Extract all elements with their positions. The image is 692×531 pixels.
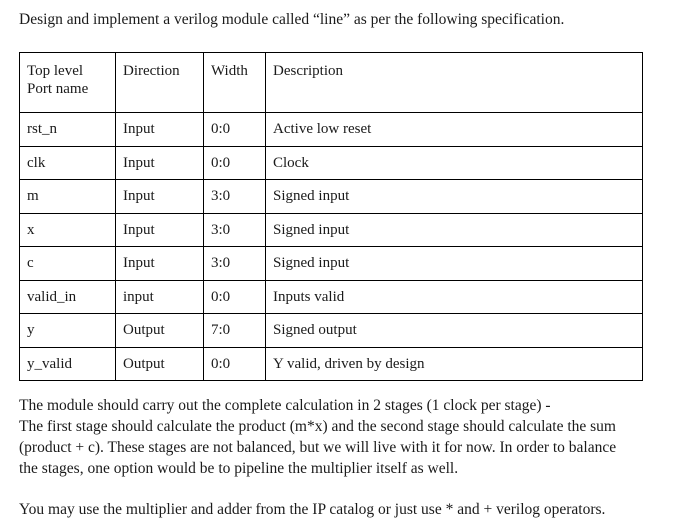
- cell-description: Signed input: [266, 247, 643, 281]
- cell-width: 7:0: [204, 314, 266, 348]
- cell-width: 0:0: [204, 113, 266, 147]
- cell-description: Signed input: [266, 180, 643, 214]
- cell-width: 0:0: [204, 280, 266, 314]
- table-row: [20, 280, 643, 314]
- cell-port: c: [20, 247, 116, 281]
- port-spec-table: [19, 52, 643, 381]
- cell-width: 0:0: [204, 146, 266, 180]
- cell-direction: Input: [116, 180, 204, 214]
- cell-direction: Input: [116, 113, 204, 147]
- cell-width: 3:0: [204, 180, 266, 214]
- cell-port: y: [20, 314, 116, 348]
- cell-direction: input: [116, 280, 204, 314]
- cell-description: Clock: [266, 146, 643, 180]
- table-row: [20, 247, 643, 281]
- paragraph-line: The module should carry out the complete calculation in 2 stages (1 clock per stage) -: [19, 397, 551, 414]
- cell-description: Signed input: [266, 213, 643, 247]
- paragraph-line: The first stage should calculate the product (m*x) and the second stage should calculate the sum: [19, 418, 616, 435]
- table-row: [20, 314, 643, 348]
- cell-width: 3:0: [204, 247, 266, 281]
- cell-port: rst_n: [20, 113, 116, 147]
- paragraph-line: (product + c). These stages are not balanced, but we will live with it for now. In order to balance: [19, 439, 617, 456]
- cell-width: 0:0: [204, 347, 266, 381]
- cell-port: m: [20, 180, 116, 214]
- table-header-row: [20, 53, 643, 113]
- cell-description: Signed output: [266, 314, 643, 348]
- header-description: Description: [266, 53, 643, 113]
- cell-port: y_valid: [20, 347, 116, 381]
- cell-direction: Input: [116, 247, 204, 281]
- table-row: [20, 113, 643, 147]
- intro-text: Design and implement a verilog module called “line” as per the following specification.: [19, 11, 565, 28]
- paragraph-line: the stages, one option would be to pipeline the multiplier itself as well.: [19, 460, 459, 477]
- header-direction: Direction: [116, 53, 204, 113]
- cell-description: Active low reset: [266, 113, 643, 147]
- header-width: Width: [204, 53, 266, 113]
- cell-description: Inputs valid: [266, 280, 643, 314]
- cell-description: Y valid, driven by design: [266, 347, 643, 381]
- table-row: [20, 146, 643, 180]
- cell-direction: Input: [116, 146, 204, 180]
- header-port-name: Top level Port name: [20, 53, 116, 113]
- cell-port: x: [20, 213, 116, 247]
- cell-direction: Output: [116, 314, 204, 348]
- operators-paragraph: You may use the multiplier and adder from the IP catalog or just use * and + verilog operators.: [19, 501, 606, 518]
- table-row: [20, 213, 643, 247]
- cell-direction: Input: [116, 213, 204, 247]
- calculation-paragraph: [19, 395, 659, 479]
- table-row: [20, 347, 643, 381]
- table-row: [20, 180, 643, 214]
- cell-width: 3:0: [204, 213, 266, 247]
- cell-port: clk: [20, 146, 116, 180]
- cell-direction: Output: [116, 347, 204, 381]
- cell-port: valid_in: [20, 280, 116, 314]
